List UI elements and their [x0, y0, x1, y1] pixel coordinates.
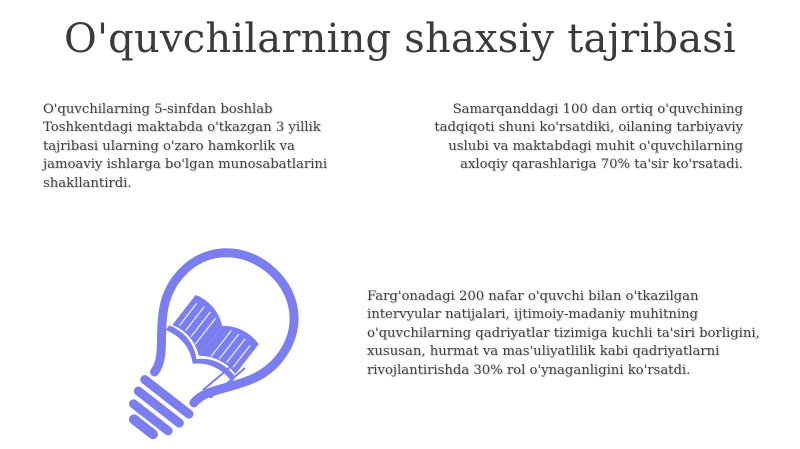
paragraph-fergana: Farg'onadagi 200 nafar o'quvchi bilan o'tkazilgan intervyular natijalari, ijtimoiy-madaniy muhitning o'quvchilarning qadriyatlar tizimiga kuchli ta'siri borligini, xususan, hurmat va mas'uliyatlilik kabi qadriyatlarni rivojlantirishda 30% rol o'ynaganligini ko'rsatdi.	[367, 289, 760, 378]
paragraph-tashkent: O'quvchilarning 5-sinfdan boshlab Toshkentdagi maktabda o'tkazgan 3 yillik tajribasi ularning o'zaro hamkorlik va jamoaviy ishlarga bo'lgan munosabatlarini shakllantirdi.	[43, 102, 328, 191]
paragraph-samarkand: Samarqanddagi 100 dan ortiq o'quvchining tadqiqoti shuni ko'rsatdiki, oilaning tarbiyaviy uslubi va maktabdagi muhit o'quvchilarning axloqiy qarashlariga 70% ta'sir ko'rsatadi.	[434, 102, 743, 173]
slide-title: O'quvchilarning shaxsiy tajribasi	[63, 16, 737, 62]
lightbulb-book-icon	[95, 248, 310, 448]
